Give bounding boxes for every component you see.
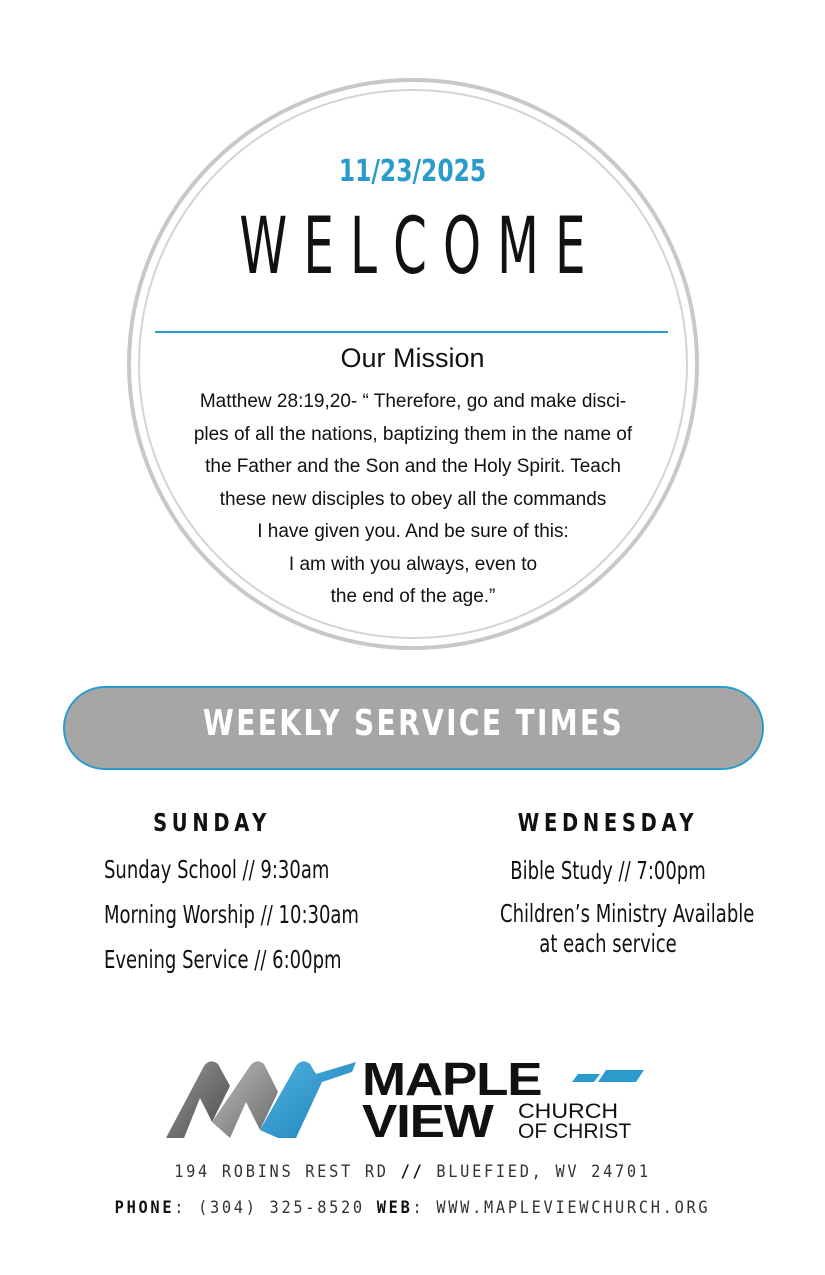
address-line <box>41 1162 784 1182</box>
web-label: WEB <box>376 1198 413 1218</box>
mission-line: I have given you. And be sure of this: <box>257 521 569 542</box>
mission-title: Our Mission <box>340 343 485 373</box>
mission-text <box>150 386 676 614</box>
divider <box>155 331 668 333</box>
wednesday-heading: WEDNESDAY <box>517 808 699 837</box>
service-item: Evening Service // 6:00pm <box>103 945 342 974</box>
sunday-column <box>62 808 362 982</box>
logo-ofchrist-text: OF CHRIST <box>518 1120 632 1143</box>
mission-line: ples of all the nations, baptizing them in the name of <box>193 423 633 445</box>
mission-line: I am with you always, even to <box>288 553 538 575</box>
bulletin-date: 11/23/2025 <box>338 154 487 189</box>
logo-maple-text: MAPLE <box>362 1053 542 1105</box>
logo-church-text: CHURCH <box>518 1100 619 1123</box>
address-street: 194 ROBINS REST RD <box>174 1162 389 1182</box>
service-item: Morning Worship // 10:30am <box>103 900 359 929</box>
welcome-heading: WELCOME <box>239 202 602 292</box>
contact-line: PHONE: (304) 325-8520 WEB: WWW.MAPLEVIEWCHURCH.ORG <box>114 1198 711 1218</box>
phone-label: PHONE <box>114 1198 175 1218</box>
address-separator: // <box>400 1162 425 1182</box>
mission-line: the end of the age.” <box>330 586 496 607</box>
logo-view-text: VIEW <box>362 1095 493 1147</box>
service-item: Bible Study // 7:00pm <box>510 856 706 885</box>
mission-line: these new disciples to obey all the commands <box>219 488 607 510</box>
sunday-heading: SUNDAY <box>153 808 271 837</box>
address-city: BLUEFIED, WV 24701 <box>436 1162 651 1182</box>
service-times-title: WEEKLY SERVICE TIMES <box>202 703 625 744</box>
mission-line: Matthew 28:19,20- “ Therefore, go and make disci- <box>199 391 627 412</box>
service-item: Sunday School // 9:30am <box>103 855 330 884</box>
mission-line: the Father and the Son and the Holy Spirit. Teach <box>205 456 621 477</box>
wednesday-column <box>458 808 758 959</box>
service-item: at each service <box>539 929 677 958</box>
phone-number[interactable]: (304) 325-8520 <box>198 1198 365 1218</box>
web-link[interactable]: WWW.MAPLEVIEWCHURCH.ORG <box>436 1198 711 1218</box>
service-item: Children’s Ministry Available <box>500 899 755 928</box>
